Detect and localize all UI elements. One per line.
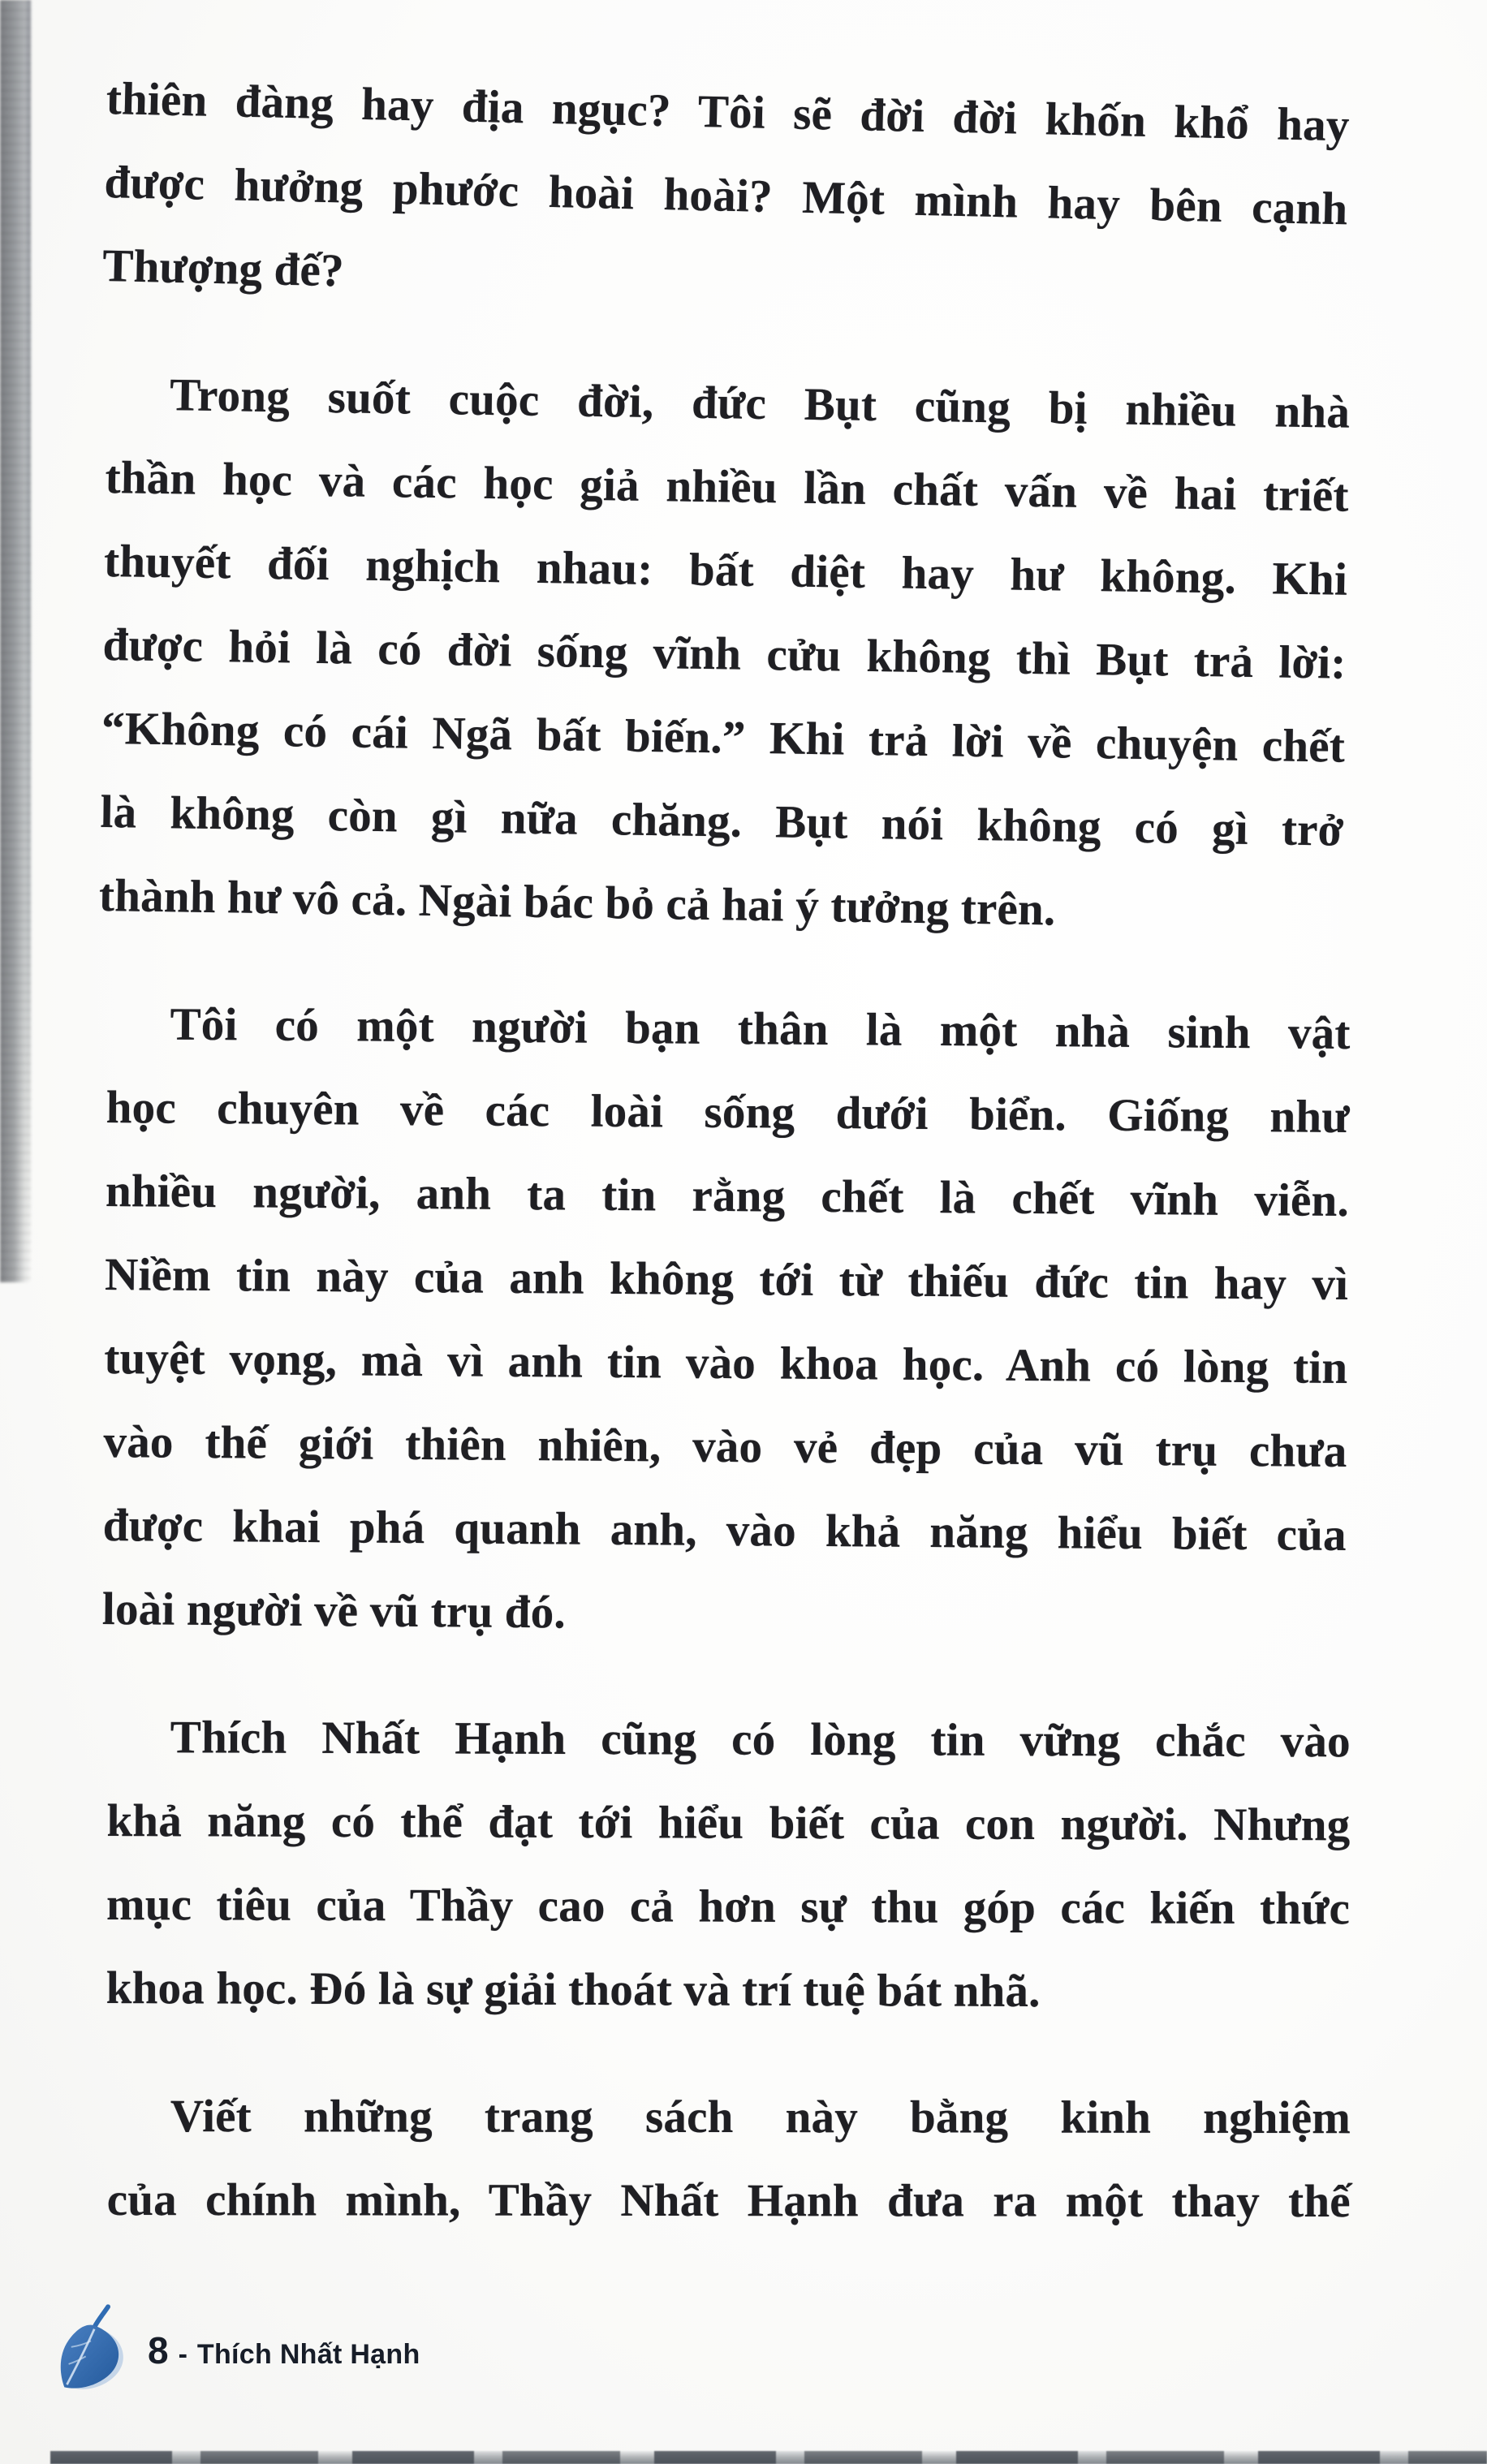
footer-text <box>148 2328 420 2372</box>
paragraph-2 <box>98 352 1351 956</box>
scan-shadow-left <box>0 0 31 1282</box>
text-line: vào thế giới thiên nhiên, vào vẻ đẹp của vũ trụ chưa <box>103 1415 1347 1478</box>
text-line: Thượng đế? <box>101 239 345 297</box>
text-line: mục tiêu của Thầy cao cả hơn sự thu góp các kiến thức <box>106 1878 1351 1935</box>
page-number: 8 <box>148 2329 169 2371</box>
text-line: Thích Nhất Hạnh cũng có lòng tin vững chắc vào <box>170 1712 1351 1768</box>
text-line: tuyệt vọng, mà vì anh tin vào khoa học. Anh có lòng tin <box>104 1332 1348 1394</box>
text-line: được khai phá quanh anh, vào khả năng hiểu biết của <box>102 1499 1347 1562</box>
text-line: Viết những trang sách này bằng kinh nghiệm <box>170 2091 1351 2144</box>
text-line: nhiều người, anh ta tin rằng chết là chết vĩnh viễn. <box>105 1165 1350 1227</box>
bodhi-leaf-icon <box>45 2303 136 2397</box>
text-line: thành hư vô cả. Ngài bác bỏ cả hai ý tưởng trên. <box>98 869 1056 936</box>
text-line: thuyết đối nghịch nhau: bất diệt hay hư không. Khi <box>103 535 1348 605</box>
text-line: loài người về vũ trụ đó. <box>101 1583 567 1639</box>
paragraph-1 <box>101 57 1350 334</box>
scan-edge-bottom <box>50 2451 1487 2464</box>
page-text <box>98 57 1351 2242</box>
text-line: Niềm tin này của anh không tới từ thiếu đức tin hay vì <box>104 1248 1349 1311</box>
text-line: “Không có cái Ngã bất biến.” Khi trả lời về chuyện chết <box>101 702 1346 773</box>
text-line: học chuyên về các loài sống dưới biển. Giống như <box>106 1081 1350 1144</box>
text-line: là không còn gì nữa chăng. Bụt nói không có gì trở <box>100 786 1344 856</box>
text-line: Trong suốt cuộc đời, đức Bụt cũng bị nhiều nhà <box>169 369 1351 438</box>
paragraph-4 <box>106 1695 1351 2034</box>
text-line: thần học và các học giả nhiều lần chất vấn về hai triết <box>105 451 1350 522</box>
text-line: được hỏi là có đời sống vĩnh cửu không thì Bụt trả lời: <box>102 618 1347 689</box>
paragraph-5 <box>107 2074 1351 2243</box>
footer-separator: - <box>178 2339 187 2370</box>
text-line: thiên đàng hay địa ngục? Tôi sẽ đời đời khốn khổ hay <box>106 72 1351 152</box>
page-footer <box>45 2303 420 2397</box>
author-name: Thích Nhất Hạnh <box>196 2339 420 2370</box>
text-line: khoa học. Đó là sự giải thoát và trí tuệ bát nhã. <box>106 1962 1041 2018</box>
text-line: của chính mình, Thầy Nhất Hạnh đưa ra một thay thế <box>106 2174 1351 2228</box>
text-line: được hưởng phước hoài hoài? Một mình hay bên cạnh <box>103 156 1348 235</box>
text-line: khả năng có thể đạt tới hiểu biết của con người. Nhưng <box>106 1794 1351 1851</box>
text-line: Tôi có một người bạn thân là một nhà sinh vật <box>170 998 1351 1060</box>
paragraph-3 <box>102 982 1351 1661</box>
